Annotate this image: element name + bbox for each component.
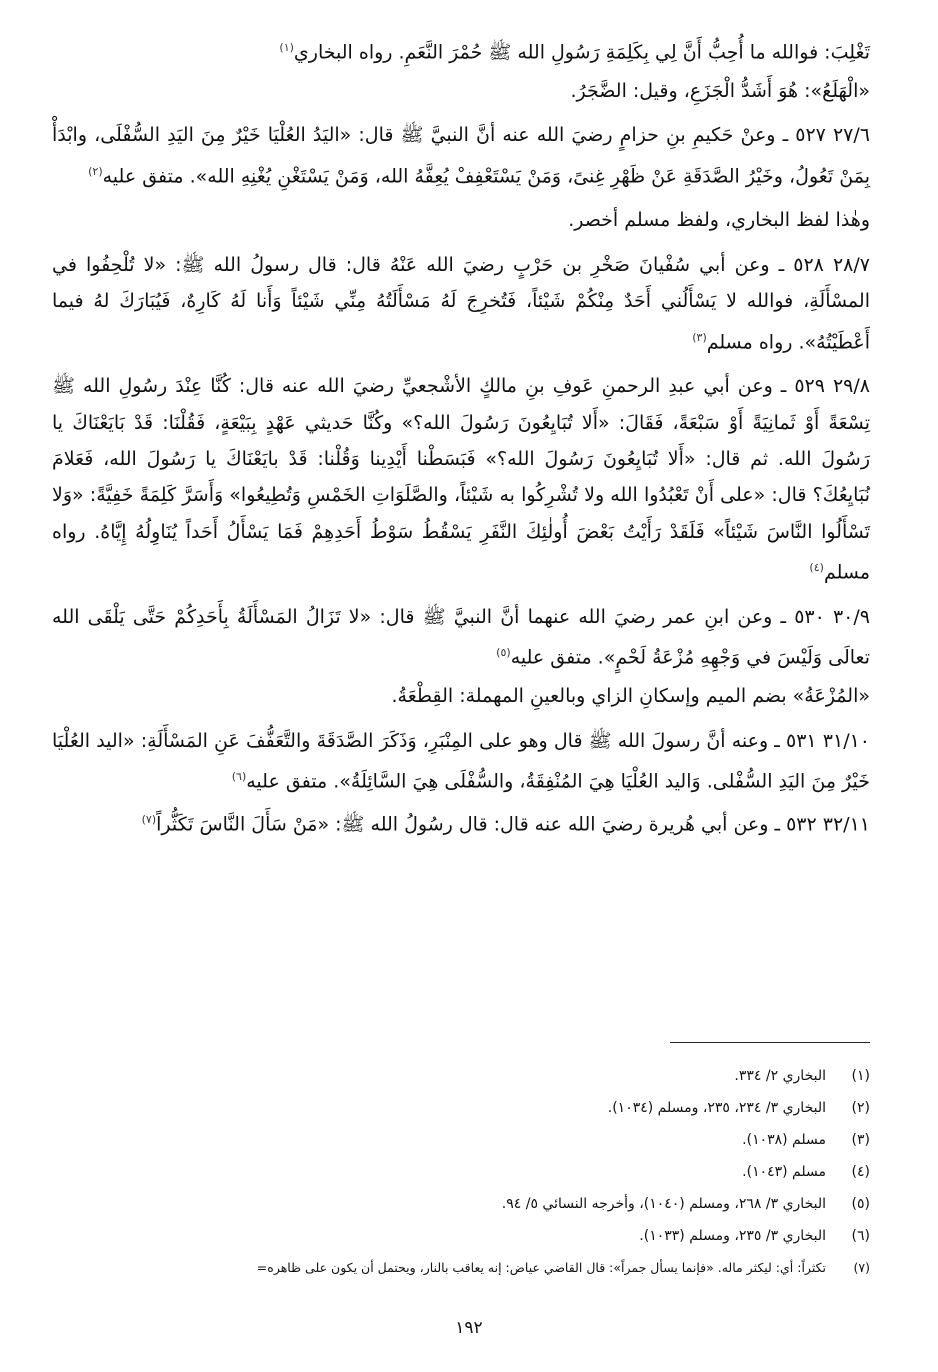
page-number: ١٩٢ [455,1318,483,1338]
footnote-marker: (٦) [231,769,247,783]
hadith-paragraph: ٣٢/١١ ٥٣٢ ـ وعن أبي هُريرة رضيَ الله عنه قال: قال رسُولُ الله ﷺ: «مَنْ سَأَلَ النَّاسَ تَكَثُّراً$^{(٧)}$ [141,812,870,836]
footnote-marker: (٧) [141,812,157,826]
paragraph: وهٰذا لفظ البخاري، ولفظ مسلم أخصر. [568,209,870,232]
footnote-marker: (٢) [88,164,103,178]
hadith-paragraph: ٢٩/٨ ٥٢٩ ـ وعن أبي عبدِ الرحمنِ عَوفِ بنِ مالكٍ الأشْجعيِّ رضيَ الله عنه قال: كُنَّا عِنْدَ رسُولِ الله ﷺ تِسْعَةً أَوْ ثَمانِيَةً أَوْ سَبْعَةً، فَقَالَ: «أَلا تُبَايِعُونَ رَسُولَ الله؟» وكُنَّا حَديثي عَهْدٍ بِبَيْعَةٍ، فَقُلْنَا: قَدْ بَايَعْنَاكَ يا رَسُولَ الله. ثم قال: «أَلا تُبَايِعُونَ رَسُولَ الله؟» فَبَسَطْنا أَيْدِينا وَقُلْنا: قَدْ بايَعْنَاكَ يا رَسُولَ الله، فَعَلامَ نُبَايِعُكَ؟ قال: «على أَنْ تَعْبُدُوا الله ولا تُشْرِكُوا به شَيْئاً، والصَّلَوَاتِ الخَمْسِ وَتُطِيعُوا» وَأَسَرَّ كَلِمَةً خَفِيَّةً: «وَلا تَسْأَلُوا النَّاسَ شَيْئاً» فَلَقَدْ رَأَيْتُ بَعْضَ أُولٰئِكَ النَّفَرِ يَسْقُطُ سَوْطُ أَحَدِهِمْ فَمَا يَسْأَلُ أَحَداً يُنَاوِلُهُ إِيَّاهُ. رواه مسلم$^{(٤)}$ [52,375,870,584]
footnote-item: (٤) مسلم (١٠٤٣). [742,1164,870,1180]
paragraph: «المُزْعَةُ» بضم الميم وإسكانِ الزاي وبالعينِ المهملة: القِطْعَةُ. [391,685,870,708]
footnote-item: (٦) البخاري ٣/ ٢٣٥، ومسلم (١٠٣٣). [639,1228,870,1244]
hadith-paragraph: ٣١/١٠ ٥٣١ ـ وعنه أنَّ رسولَ الله ﷺ قال وهو على المِنْبَرِ، وَذَكَرَ الصَّدَقَةَ والتَّعَفُّفَ عَنِ المَسْأَلَةِ: «اليد العُلْيَا خَيْرٌ مِنَ اليَدِ السُّفْلى. وَاليد العُلْيَا هِيَ المُنْفِقَةُ، والسُّفْلَى هِيَ السَّائِلَةُ». متفق عليه$^{(٦)}$ [52,729,871,793]
footnote-item: (٥) البخاري ٣/ ٢٦٨، ومسلم (١٠٤٠)، وأخرجه النسائي ٥/ ٩٤. [501,1196,870,1212]
footnote-marker: (٣) [692,330,707,344]
footnote-marker: (٥) [496,646,511,660]
footnotes [52,1060,870,1284]
hadith-paragraph: ٣٠/٩ ٥٣٠ ـ وعن ابنِ عمر رضيَ الله عنهما أنَّ النبيَّ ﷺ قال: «لا تَزَالُ المَسْأَلَةُ بِأَحَدِكُمْ حَتَّى يَلْقَى الله تعالَى وَلَيْسَ في وَجْهِهِ مُزْعَةُ لَحْمٍ». متفق عليه$^{(٥)}$ [52,606,870,669]
footnote-item: (٣) مسلم (١٠٣٨). [742,1132,870,1148]
footnote-marker: (١) [279,41,294,54]
footnote-item: (٢) البخاري ٣/ ٢٣٤، ٢٣٥، ومسلم (١٠٣٤). [607,1100,870,1116]
footnote-divider [670,1042,870,1043]
paragraph: «الْهَلَعُ»: هُوَ أَشَدُّ الْجَزَعِ، وقيل: الضَّجَرُ. [570,79,870,102]
hadith-paragraph: ٢٨/٧ ٥٢٨ ـ وعن أبي سُفْيانَ صَخْرِ بن حَرْبٍ رضيَ الله عَنْهُ قال: قال رسولُ الله ﷺ: «لا تُلْحِفُوا في المسْأَلَةِ، فوالله لا يَسْأَلُني أَحَدٌ مِنْكُمْ شَيْئاً، فَتُخرِجَ لَهُ مَسْأَلَتُهُ مِنِّي شَيْئاً وَأَنا لَهُ كَارِهٌ، فَيُبَارَكَ لهُ فيما أَعْطَيْتُهُ». رواه مسلم$^{(٣)}$ [52,253,870,353]
footnote-item: (١) البخاري ٢/ ٣٣٤. [734,1068,870,1084]
main-text [52,30,870,850]
footnote-item: (٧) تكثراً: أي: ليكثر ماله. «فإنما يسأل جمراً»: قال القاضي عياض: إنه يعاقب بالنار، ويحتمل أن يكون على ظاهره= [256,1260,870,1275]
footnote-marker: (٤) [809,561,824,575]
paragraph: تَغْلِبَ: فوالله ما أُحِبُّ أَنَّ لِي بِكَلِمَةِ رَسُولِ الله ﷺ حُمْرَ النَّعَمِ. رواه البخاري$^{(١)}$ [279,41,870,64]
hadith-paragraph: ٢٧/٦ ٥٢٧ ـ وعنْ حَكيمِ بنِ حزامٍ رضيَ الله عنه أنَّ النبيَّ ﷺ قال: «اليَدُ العُلْيَا خَيْرٌ مِنَ اليَدِ السُّفْلَى، وابْدَأْ بِمَنْ تَعُولُ، وخَيْرُ الصَّدَقَةِ عَنْ ظَهْرِ غِنىً، وَمَنْ يَسْتَعْفِفْ يُعِفَّهُ الله، وَمَنْ يَسْتَغْنِ يُغْنِهِ الله». متفق عليه$^{(٢)}$ [52,124,870,187]
